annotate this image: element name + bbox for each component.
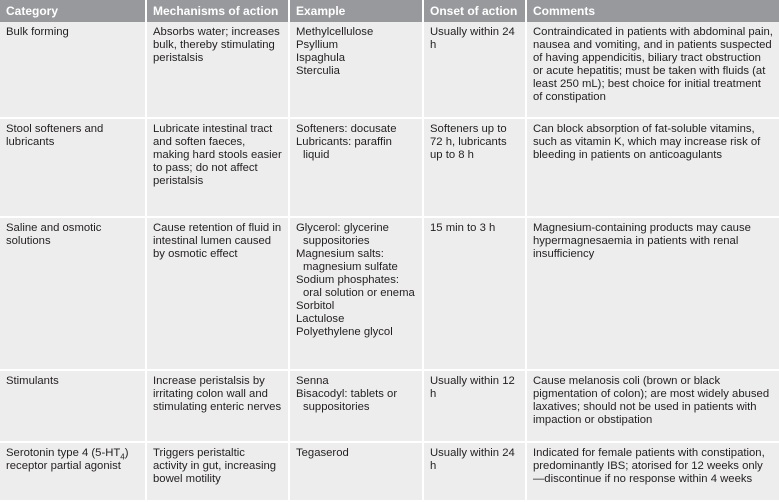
- example-item: Lactulose: [296, 313, 345, 325]
- header-example: Example: [289, 0, 423, 22]
- cell-comments: Cause melanosis coli (brown or black pigmentation of colon); are most widely abused laxatives; should not be used in patients with impaction or obstipation: [526, 370, 779, 442]
- header-comments: Comments: [526, 0, 779, 22]
- header-row: [0, 0, 779, 22]
- cell-example: [289, 22, 423, 118]
- example-item: Polyethylene glycol: [296, 326, 393, 338]
- table-header: [0, 0, 779, 22]
- table-row: [0, 370, 779, 442]
- example-item: Senna: [296, 375, 329, 387]
- cell-example: [289, 217, 423, 370]
- cell-onset: Softeners up to 72 h, lubricants up to 8 h: [423, 118, 526, 217]
- cell-onset: Usually within 12 h: [423, 370, 526, 442]
- example-item: Sterculia: [296, 65, 340, 77]
- example-item: Magnesium salts: magnesium sulfate: [296, 248, 398, 273]
- table-row: [0, 442, 779, 501]
- table-row: [0, 22, 779, 118]
- cell-mechanism: Cause retention of fluid in intestinal lumen caused by osmotic effect: [146, 217, 289, 370]
- cell-mechanism: Lubricate intestinal tract and soften faeces, making hard stools easier to pass; do not affect peristalsis: [146, 118, 289, 217]
- cell-category: Saline and osmotic solutions: [0, 217, 146, 370]
- cell-category: [0, 442, 146, 501]
- header-onset: Onset of action: [423, 0, 526, 22]
- cell-comments: Magnesium-containing products may cause hypermagnesaemia in patients with renal insufficiency: [526, 217, 779, 370]
- cell-category: Bulk forming: [0, 22, 146, 118]
- cell-mechanism: Increase peristalsis by irritating colon wall and stimulating enteric nerves: [146, 370, 289, 442]
- cell-example: [289, 118, 423, 217]
- example-item: Tegaserod: [296, 447, 349, 459]
- cell-comments: Indicated for female patients with constipation, predominantly IBS; atorised for 12 weeks only—discontinue if no response within 4 weeks: [526, 442, 779, 501]
- category-subscript: 4: [120, 452, 125, 462]
- cell-comments: Can block absorption of fat-soluble vitamins, such as vitamin K, which may increase risk of bleeding in patients on anticoagulants: [526, 118, 779, 217]
- table-body: [0, 22, 779, 501]
- example-item: Glycerol: glycerine suppositories: [296, 222, 389, 247]
- example-item: Lubricants: paraffin liquid: [296, 136, 392, 161]
- cell-onset: Usually within 24 h: [423, 22, 526, 118]
- header-mechanism: Mechanisms of action: [146, 0, 289, 22]
- cell-mechanism: Triggers peristaltic activity in gut, increasing bowel motility: [146, 442, 289, 501]
- table-row: [0, 217, 779, 370]
- example-item: Ispaghula: [296, 52, 345, 64]
- cell-onset: Usually within 24 h: [423, 442, 526, 501]
- category-text-pre: Serotonin type 4 (5-HT: [6, 447, 121, 459]
- table-row: [0, 118, 779, 217]
- example-item: Psyllium: [296, 39, 339, 51]
- example-item: Sorbitol: [296, 300, 335, 312]
- cell-onset: 15 min to 3 h: [423, 217, 526, 370]
- cell-category: Stool softeners and lubricants: [0, 118, 146, 217]
- example-item: Softeners: docusate: [296, 123, 397, 135]
- cell-example: [289, 370, 423, 442]
- cell-category: Stimulants: [0, 370, 146, 442]
- category-text-post: ) receptor partial agonist: [6, 447, 129, 472]
- example-item: Methylcellulose: [296, 26, 374, 38]
- cell-example: [289, 442, 423, 501]
- cell-mechanism: Absorbs water; increases bulk, thereby stimulating peristalsis: [146, 22, 289, 118]
- header-category: Category: [0, 0, 146, 22]
- example-item: Sodium phosphates: oral solution or enema: [296, 274, 415, 299]
- example-item: Bisacodyl: tablets or suppositories: [296, 388, 398, 413]
- cell-comments: Contraindicated in patients with abdominal pain, nausea and vomiting, and in patients suspected of having appendicitis, biliary tract obstruction or acute hepatitis; must be taken with fluids (at least 250 mL); best choice for initial treatment of constipation: [526, 22, 779, 118]
